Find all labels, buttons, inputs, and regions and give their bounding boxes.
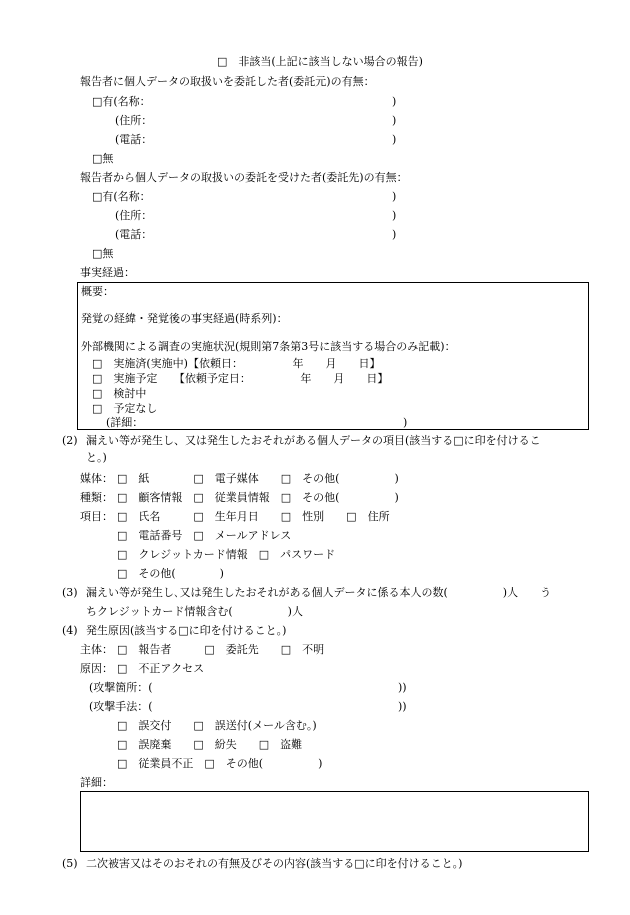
entrustee-phone-close: ) [392, 228, 397, 241]
attack-location-close: )) [398, 681, 407, 694]
cause-label: 原因： [80, 662, 113, 675]
attack-method-close: )) [398, 700, 407, 713]
attack-method-label: (攻撃手法：( [89, 700, 153, 713]
entrustor-address-close: ) [392, 114, 397, 127]
entrustee-phone-label: (電話： [115, 228, 153, 241]
cause-detail-label: 詳細： [80, 776, 113, 789]
attack-location-label: (攻撃箇所：( [89, 681, 153, 694]
media-label: 媒体： [80, 472, 113, 485]
facts-detail-close: ) [403, 416, 408, 429]
entrustee-name-close: ) [392, 190, 397, 203]
external-planned-option[interactable]: □ 実施予定 【依頼予定日： 年 月 日】 [92, 372, 389, 385]
kind-options[interactable]: □ 顧客情報 □ 従業員情報 □ その他( ) [117, 491, 399, 504]
facts-detail-label: (詳細： [106, 416, 144, 429]
entrustor-address-label: (住所： [115, 114, 153, 127]
cause-options-row3[interactable]: □ 従業員不正 □ その他( ) [117, 757, 323, 770]
entrustor-name-close: ) [392, 95, 397, 108]
facts-external-label: 外部機関による調査の実施状況(規則第7条第3号に該当する場合のみ記載)： [81, 340, 456, 353]
entrustor-heading: 報告者に個人データの取扱いを委託した者(委託元)の有無： [80, 75, 375, 88]
external-done-option[interactable]: □ 実施済(実施中)【依頼日： 年 月 日】 [92, 357, 381, 370]
s2-number: (2) [62, 434, 78, 447]
facts-summary-label: 概要： [81, 285, 114, 298]
entrustor-phone-label: (電話： [115, 133, 153, 146]
entrustor-no-checkbox[interactable]: □無 [92, 152, 114, 165]
cause-options-row2[interactable]: □ 誤廃棄 □ 紛失 □ 盗難 [117, 738, 303, 751]
entrustee-heading: 報告者から個人データの取扱いの委託を受けた者(委託先)の有無： [80, 171, 408, 184]
media-options[interactable]: □ 紙 □ 電子媒体 □ その他( ) [117, 472, 399, 485]
external-considering-option[interactable]: □ 検討中 [92, 387, 147, 400]
item-options-row4[interactable]: □ その他( ) [117, 567, 224, 580]
kind-label: 種類： [80, 491, 113, 504]
cause-detail-box[interactable] [80, 791, 589, 852]
actor-label: 主体： [80, 643, 113, 656]
item-options-row2[interactable]: □ 電話番号 □ メールアドレス [117, 529, 292, 542]
entrustee-address-label: (住所： [115, 209, 153, 222]
s4-number: (4) [62, 624, 78, 637]
s2-title-line1: 漏えい等が発生し、又は発生したおそれがある個人データの項目(該当する□に印を付けるこ [86, 434, 541, 447]
s2-title-line2: と。) [86, 451, 107, 464]
s5-title: 二次被害又はそのおそれの有無及びその内容(該当する□に印を付けること。) [86, 857, 463, 870]
entrustor-phone-close: ) [392, 133, 397, 146]
s3-line2: ちクレジットカード情報含む( )人 [86, 605, 303, 618]
entrustee-address-close: ) [392, 209, 397, 222]
facts-discovery-label: 発覚の経緯・発覚後の事実経過(時系列)： [81, 312, 288, 325]
s4-title: 発生原因(該当する□に印を付けること。) [86, 624, 287, 637]
actor-options[interactable]: □ 報告者 □ 委託先 □ 不明 [117, 643, 325, 656]
entrustee-yes-checkbox[interactable]: □有(名称： [92, 190, 151, 203]
entrustor-yes-checkbox[interactable]: □有(名称： [92, 95, 151, 108]
non-applicable-option[interactable]: □ 非該当(上記に該当しない場合の報告) [217, 55, 423, 68]
s5-number: (5) [62, 857, 78, 870]
item-options-row3[interactable]: □ クレジットカード情報 □ パスワード [117, 548, 336, 561]
s3-line1: 漏えい等が発生し､又は発生したおそれがある個人データに係る本人の数( )人 う [86, 586, 552, 599]
item-label: 項目： [80, 510, 113, 523]
s3-number: (3) [62, 586, 78, 599]
unauthorized-access-option[interactable]: □ 不正アクセス [117, 662, 205, 675]
facts-label: 事実経過： [80, 266, 135, 279]
entrustee-no-checkbox[interactable]: □無 [92, 247, 114, 260]
external-none-option[interactable]: □ 予定なし [92, 402, 158, 415]
item-options-row1[interactable]: □ 氏名 □ 生年月日 □ 性別 □ 住所 [117, 510, 390, 523]
cause-options-row1[interactable]: □ 誤交付 □ 誤送付(メール含む。) [117, 719, 317, 732]
